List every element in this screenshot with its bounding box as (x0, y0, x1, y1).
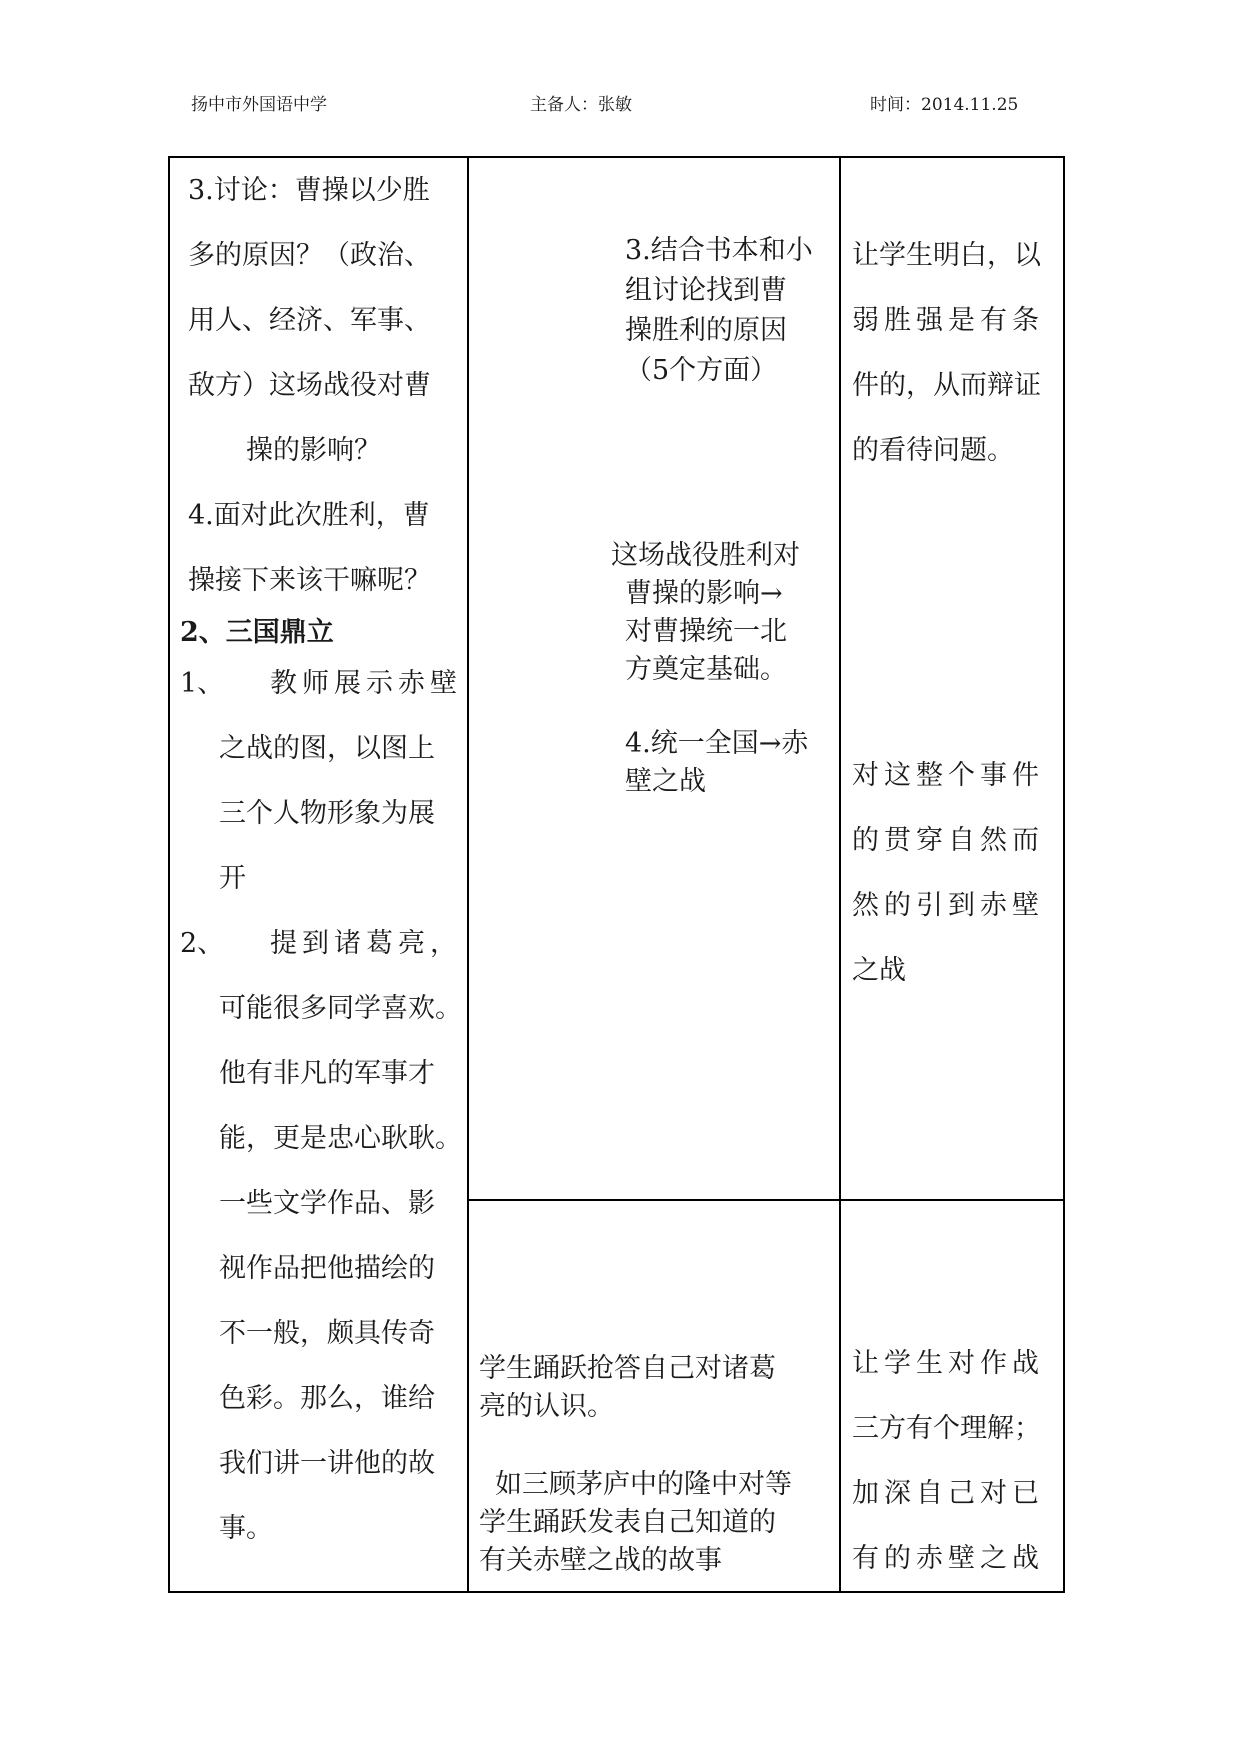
text-line: 色彩。那么，谁给 (219, 1383, 435, 1414)
text-line: 这场战役胜利对 (611, 540, 800, 571)
text-line: 可能很多同学喜欢。 (219, 993, 462, 1024)
text-line: 4.面对此次胜利，曹 (188, 500, 430, 531)
text-line: 之战 (852, 955, 906, 986)
header-time: 时间：2014.11.25 (870, 95, 1019, 115)
text-line: 操的影响？ (246, 435, 381, 466)
text-line: 多的原因？（政治、 (188, 240, 431, 271)
table-border-left (168, 156, 170, 1593)
text-line: 之战的图，以图上 (219, 733, 435, 764)
table-border-top (169, 156, 1064, 158)
text-line: 弱胜强是有条 (852, 305, 1044, 336)
text-line: 有的赤壁之战 (852, 1543, 1044, 1574)
text-line: 然的引到赤壁 (852, 890, 1044, 921)
text-line: 事。 (219, 1513, 273, 1544)
text-line: 操胜利的原因 (625, 315, 787, 346)
text-line: 他有非凡的军事才 (219, 1058, 435, 1089)
text-line: 敌方）这场战役对曹 (188, 370, 431, 401)
text-line: 我们讲一讲他的故 (219, 1448, 435, 1479)
table-divider-2 (839, 156, 841, 1593)
text-line: 如三顾茅庐中的隆中对等 (495, 1469, 792, 1500)
table-border-bottom (169, 1591, 1064, 1593)
text-line: 提到诸葛亮， (270, 928, 462, 959)
text-line: 3.讨论：曹操以少胜 (188, 175, 430, 206)
text-line: 学生踊跃抢答自己对诸葛 (479, 1353, 776, 1384)
text-line: 的贯穿自然而 (852, 825, 1044, 856)
text-line: 不一般，颇具传奇 (219, 1318, 435, 1349)
table-border-right (1063, 156, 1065, 1593)
text-line: 4.统一全国→赤 (625, 728, 809, 759)
text-line: 学生踊跃发表自己知道的 (479, 1507, 776, 1538)
text-line: 加深自己对已 (852, 1478, 1044, 1509)
text-line: 壁之战 (625, 766, 706, 797)
text-line: 的看待问题。 (852, 435, 1014, 466)
text-line: 视作品把他描绘的 (219, 1253, 435, 1284)
text-line: 方奠定基础。 (625, 654, 787, 685)
text-line: 对曹操统一北 (625, 616, 787, 647)
table-divider-1 (467, 156, 469, 1593)
text-line: 让学生对作战 (852, 1348, 1044, 1379)
text-line: 开 (219, 863, 246, 894)
text-line: 件的，从而辩证 (852, 370, 1041, 401)
header-preparer: 主备人：张敏 (530, 95, 632, 115)
table-row-divider (467, 1199, 1064, 1201)
text-line: 让学生明白，以 (852, 240, 1041, 271)
text-line: 三方有个理解； (852, 1413, 1041, 1444)
text-line: 用人、经济、军事、 (188, 305, 431, 336)
text-line: 组讨论找到曹 (625, 275, 787, 306)
text-line: 亮的认识。 (479, 1391, 614, 1422)
text-line: 对这整个事件 (852, 760, 1044, 791)
text-line: 有关赤壁之战的故事 (479, 1545, 722, 1576)
text-line: 曹操的影响→ (625, 578, 783, 609)
text-line: 三个人物形象为展 (219, 798, 435, 829)
text-line: 一些文学作品、影 (219, 1188, 435, 1219)
text-line: 操接下来该干嘛呢？ (188, 565, 431, 596)
text-line: 3.结合书本和小 (625, 235, 813, 266)
text-line: 能，更是忠心耿耿。 (219, 1123, 462, 1154)
text-line: 教师展示赤壁 (270, 668, 462, 699)
text-line: （5个方面） (625, 355, 778, 386)
header-school: 扬中市外国语中学 (191, 95, 327, 115)
section-heading: 2、三国鼎立 (180, 617, 334, 648)
list-number: 2、 (180, 928, 225, 959)
list-number: 1、 (180, 668, 225, 699)
